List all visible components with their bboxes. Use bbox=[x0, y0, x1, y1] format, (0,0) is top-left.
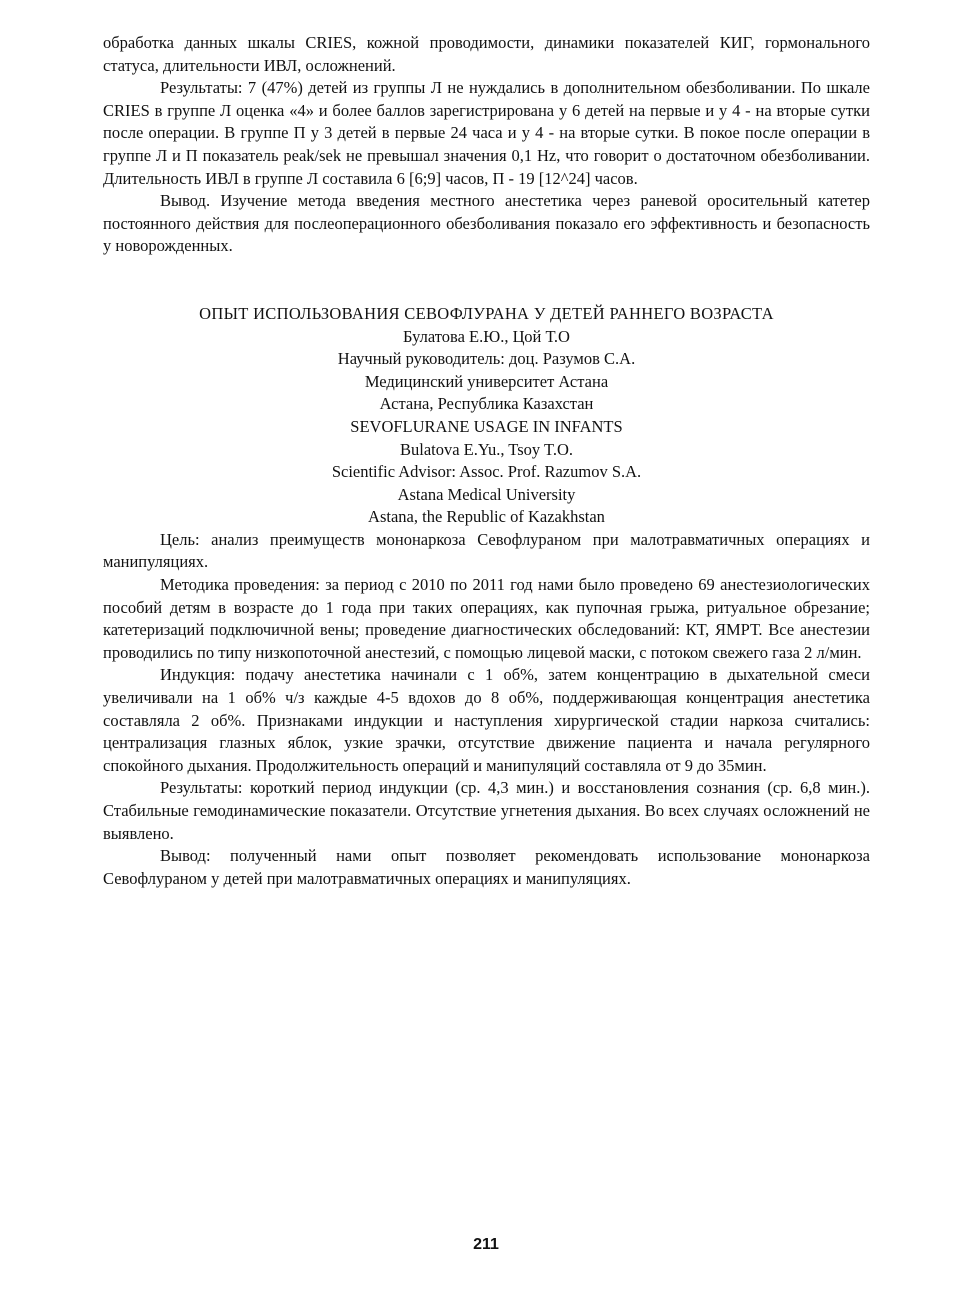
page-body bbox=[103, 32, 870, 890]
article-authors-ru: Булатова Е.Ю., Цой Т.О bbox=[403, 326, 570, 346]
article-conclusion-paragraph: Вывод: полученный нами опыт позволяет рекомендовать использование мононаркоза Севофлураном у детей при малотравматичных операциях и манипуляциях. bbox=[103, 846, 870, 888]
article-results-paragraph: Результаты: короткий период индукции (ср. 4,3 мин.) и восстановления сознания (ср. 6,8 мин.). Стабильные гемодинамические показатели. Отсутствие угнетения дыхания. Во всех случаях осложнений не выявлено. bbox=[103, 778, 870, 843]
previous-paragraph-1: обработка данных шкалы CRIES, кожной проводимости, динамики показателей КИГ, гормонального статуса, длительности ИВЛ, осложнений. bbox=[103, 33, 870, 75]
article-location-en: Astana, the Republic of Kazakhstan bbox=[368, 507, 605, 527]
article-title-en: SEVOFLURANE USAGE IN INFANTS bbox=[350, 416, 623, 436]
article-aim-paragraph: Цель: анализ преимуществ мононаркоза Севофлураном при малотравматичных операциях и манипуляциях. bbox=[103, 529, 870, 572]
article-title-ru: ОПЫТ ИСПОЛЬЗОВАНИЯ СЕВОФЛУРАНА У ДЕТЕЙ РАННЕГО ВОЗРАСТА bbox=[199, 303, 774, 323]
article-university-ru: Медицинский университет Астана bbox=[364, 371, 609, 391]
previous-conclusion-paragraph: Вывод. Изучение метода введения местного анестетика через раневой оросительный катетер постоянного действия для послеоперационного обезболивания показало его эффективность и безопасность у новорожденных. bbox=[103, 191, 870, 256]
article-advisor-ru: Научный руководитель: доц. Разумов С.А. bbox=[337, 349, 636, 369]
article-authors-en: Bulatova E.Yu., Tsoy T.O. bbox=[399, 439, 573, 459]
article-location-ru: Астана, Республика Казахстан bbox=[379, 394, 594, 414]
page-number: 211 bbox=[473, 1236, 499, 1253]
article-university-en: Astana Medical University bbox=[397, 484, 576, 504]
section-gap bbox=[103, 258, 870, 303]
article-advisor-en: Scientific Advisor: Assoc. Prof. Razumov S.A. bbox=[331, 462, 642, 482]
article-methods-paragraph: Методика проведения: за период с 2010 по 2011 год нами было проведено 69 анестезиологических пособий детям в возрасте до 1 года при таких операциях, как пупочная грыжа, ритуальное обрезание; катетеризаций подключичной вены; проведение диагностических обследований: КТ, ЯМРТ. Все анестезии проводились по типу низкопоточной анестезий, с помощью лицевой маски, с потоком свежего газа 2 л/мин. bbox=[103, 575, 870, 662]
previous-results-paragraph: Результаты: 7 (47%) детей из группы Л не нуждались в дополнительном обезболивании. По шкале CRIES в группе Л оценка «4» и более баллов зарегистрирована у 6 детей на первые и у 4 - на вторые сутки после операции. В группе П у 3 детей в первые 24 часа и у 4 - на вторые сутки. В покое после операции в группе Л и П показатель peak/sek не превышал значения 0,1 Hz, что говорит о достаточном обезболивании. Длительность ИВЛ в группе Л составила 6 [6;9] часов, П - 19 [12^24] часов. bbox=[103, 78, 870, 188]
article-induction-paragraph: Индукция: подачу анестетика начинали с 1 об%, затем концентрацию в дыхательной смеси увеличивали на 1 об% ч/з каждые 4-5 вдохов до 8 об%, поддерживающая концентрация анестетика составляла 2 об%. Признаками индукции и наступления хирургической стадии наркоза считались: централизация глазных яблок, узкие зрачки, отсутствие движение пациента и начала регулярного спокойного дыхания. Продолжительность операций и манипуляций составляла от 9 до 35мин. bbox=[103, 665, 870, 775]
